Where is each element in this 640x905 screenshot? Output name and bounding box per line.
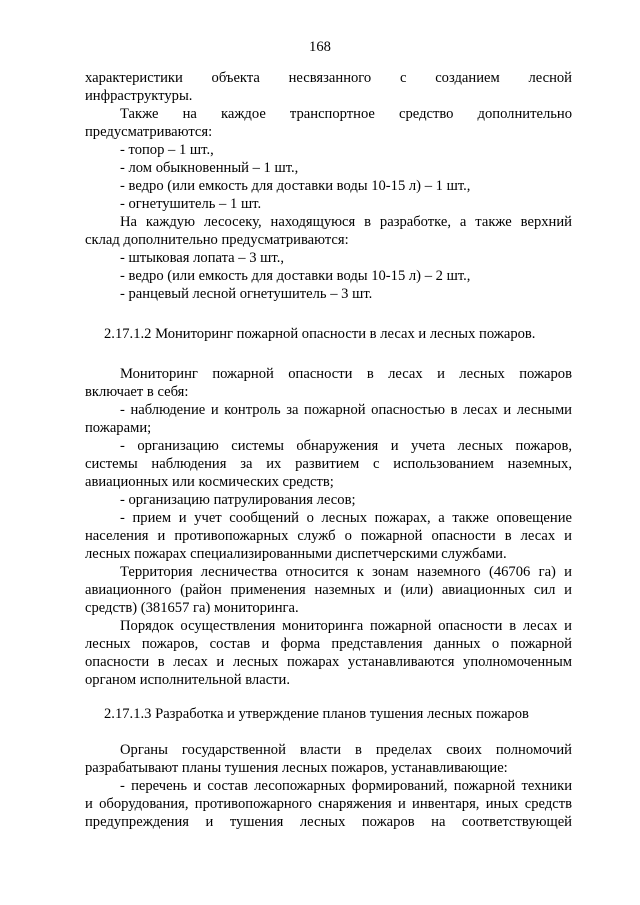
section-heading: 2.17.1.3 Разработка и утверждение планов тушения лесных пожаров <box>104 706 529 722</box>
text-line: включает в себя: <box>85 384 189 400</box>
text-line: Органы государственной власти в пределах своих полномочий <box>120 742 572 758</box>
list-item: - топор – 1 шт., <box>120 142 214 158</box>
list-item: - огнетушитель – 1 шт. <box>120 196 262 212</box>
text-line: разрабатывают планы тушения лесных пожаров, устанавливающие: <box>85 760 508 776</box>
list-item: - перечень и состав лесопожарных формирований, пожарной техники <box>120 778 572 794</box>
text-line: предупреждения и тушения лесных пожаров на соответствующей <box>85 814 572 830</box>
text-line: лесных пожарах специализированными диспетчерскими службами. <box>85 546 507 562</box>
text-line: Также на каждое транспортное средство дополнительно <box>120 106 572 122</box>
text-line: авиационного (район применения наземных и (или) авиационных сил и <box>85 582 572 598</box>
list-item: - ведро (или емкость для доставки воды 10-15 л) – 1 шт., <box>120 178 471 194</box>
text-line: Территория лесничества относится к зонам наземного (46706 га) и <box>120 564 572 580</box>
text-line: опасности в лесах и лесных пожарах устанавливаются уполномоченным <box>85 654 572 670</box>
list-item: - лом обыкновенный – 1 шт., <box>120 160 299 176</box>
text-line: характеристики объекта несвязанного с созданием лесной <box>85 70 572 86</box>
text-line: На каждую лесосеку, находящуюся в разработке, а также верхний <box>120 214 572 230</box>
text-line: склад дополнительно предусматриваются: <box>85 232 349 248</box>
text-line: Порядок осуществления мониторинга пожарной опасности в лесах и <box>120 618 572 634</box>
list-item: - ранцевый лесной огнетушитель – 3 шт. <box>120 286 373 302</box>
text-line: пожарами; <box>85 420 152 436</box>
page-number: 168 <box>309 39 331 55</box>
text-line: населения и противопожарных служб о пожарной опасности в лесах и <box>85 528 572 544</box>
text-line: и оборудования, противопожарного снаряжения и инвентаря, иных средств <box>85 796 572 812</box>
list-item: - штыковая лопата – 3 шт., <box>120 250 284 266</box>
text-line: системы наблюдения за их развитием с использованием наземных, <box>85 456 572 472</box>
text-line: лесных пожаров, состав и форма представления данных о пожарной <box>85 636 572 652</box>
list-item: - организацию патрулирования лесов; <box>120 492 356 508</box>
section-heading: 2.17.1.2 Мониторинг пожарной опасности в лесах и лесных пожаров. <box>104 326 536 342</box>
text-line: органом исполнительной власти. <box>85 672 291 688</box>
list-item: - ведро (или емкость для доставки воды 10-15 л) – 2 шт., <box>120 268 471 284</box>
text-line: средств) (381657 га) мониторинга. <box>85 600 299 616</box>
text-line: инфраструктуры. <box>85 88 193 104</box>
text-line: авиационных или космических средств; <box>85 474 334 490</box>
list-item: - организацию системы обнаружения и учета лесных пожаров, <box>120 438 572 454</box>
list-item: - наблюдение и контроль за пожарной опасностью в лесах и лесными <box>120 402 572 418</box>
text-line: предусматриваются: <box>85 124 213 140</box>
text-line: Мониторинг пожарной опасности в лесах и лесных пожаров <box>120 366 572 382</box>
list-item: - прием и учет сообщений о лесных пожарах, а также оповещение <box>120 510 572 526</box>
